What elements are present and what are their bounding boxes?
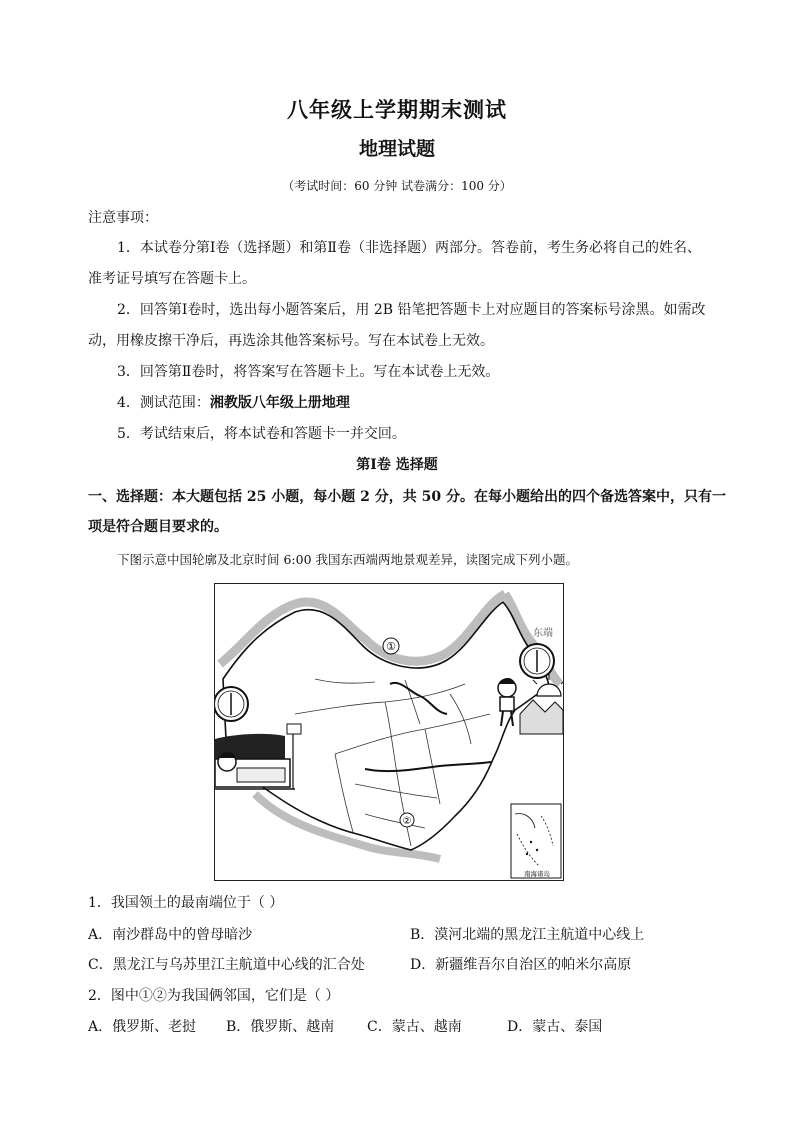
notes-heading: 注意事项：: [88, 210, 158, 226]
boy-figure-icon: [498, 678, 516, 726]
exam-title: 八年级上学期期末测试: [287, 97, 507, 122]
note-1-line-1: 1．本试卷分第Ⅰ卷（选择题）和第Ⅱ卷（非选择题）两部分。答卷前，考生务必将自己的姓名、: [117, 240, 701, 256]
question-1-stem: 1．我国领土的最南端位于（ ）: [88, 895, 284, 911]
inset-label: 南海诸岛: [524, 870, 550, 878]
note-4-scope: 湘教版八年级上册地理: [209, 395, 350, 411]
south-sea-inset: [511, 804, 561, 878]
yangtze-river: [365, 762, 491, 771]
note-2-line-2: 动，用橡皮擦干净后，再选涂其他答案标号。写在本试卷上无效。: [88, 333, 494, 349]
note-1-line-2: 准考证号填写在答题卡上。: [88, 271, 256, 287]
note-3: 3．回答第Ⅱ卷时，将答案写在答题卡上。写在本试卷上无效。: [117, 364, 500, 380]
section-instruction-line-1: 一、选择题：本大题包括 25 小题，每小题 2 分，共 50 分。在每小题给出的四个备选答案中，只有一: [88, 489, 726, 505]
province-lines: [295, 679, 490, 846]
china-map-figure: [214, 583, 564, 881]
figure-caption: 下图示意中国轮廓及北京时间 6:00 我国东西端两地景观差异，读图完成下列小题。: [117, 552, 579, 567]
china-map-svg: [215, 584, 563, 880]
question-1-option-b: B．漠河北端的黑龙江主航道中心线上: [410, 927, 645, 943]
yellow-river: [390, 683, 447, 714]
east-end-label: 东端: [533, 628, 553, 639]
exam-info: （考试时间：60 分钟 试卷满分：100 分）: [282, 179, 512, 193]
question-2-option-d: D．蒙古、泰国: [507, 1019, 603, 1035]
question-1-option-c: C．黑龙江与乌苏里江主航道中心线的汇合处: [88, 957, 365, 973]
section-instruction-line-2: 项是符合题目要求的。: [88, 519, 228, 535]
east-clock-icon: [520, 644, 554, 678]
question-2-option-c: C．蒙古、越南: [367, 1019, 462, 1035]
section-title: 第Ⅰ卷 选择题: [356, 457, 438, 473]
note-4-prefix: 4．测试范围：: [117, 395, 210, 411]
sleeping-person-icon: [215, 724, 301, 789]
east-mountains-icon: [520, 700, 563, 734]
west-clock-icon: [215, 687, 248, 721]
note-5: 5．考试结束后，将本试卷和答题卡一并交回。: [117, 426, 406, 442]
question-2-option-a: A．俄罗斯、老挝: [88, 1019, 197, 1035]
question-1-option-a: A．南沙群岛中的曾母暗沙: [88, 927, 253, 943]
label-1: ①: [386, 640, 396, 653]
note-2-line-1: 2．回答第Ⅰ卷时，选出每小题答案后，用 2B 铅笔把答题卡上对应题目的答案标号涂黑。如需改: [117, 302, 706, 318]
northern-border-band: [220, 594, 505, 664]
exam-subject: 地理试题: [358, 138, 435, 160]
question-2-option-b: B．俄罗斯、越南: [226, 1019, 335, 1035]
question-2-stem: 2．图中①②为我国俩邻国，它们是（ ）: [88, 988, 340, 1004]
note-4: [117, 393, 350, 413]
question-1-option-d: D．新疆维吾尔自治区的帕米尔高原: [410, 957, 632, 973]
label-2: ②: [402, 816, 412, 827]
